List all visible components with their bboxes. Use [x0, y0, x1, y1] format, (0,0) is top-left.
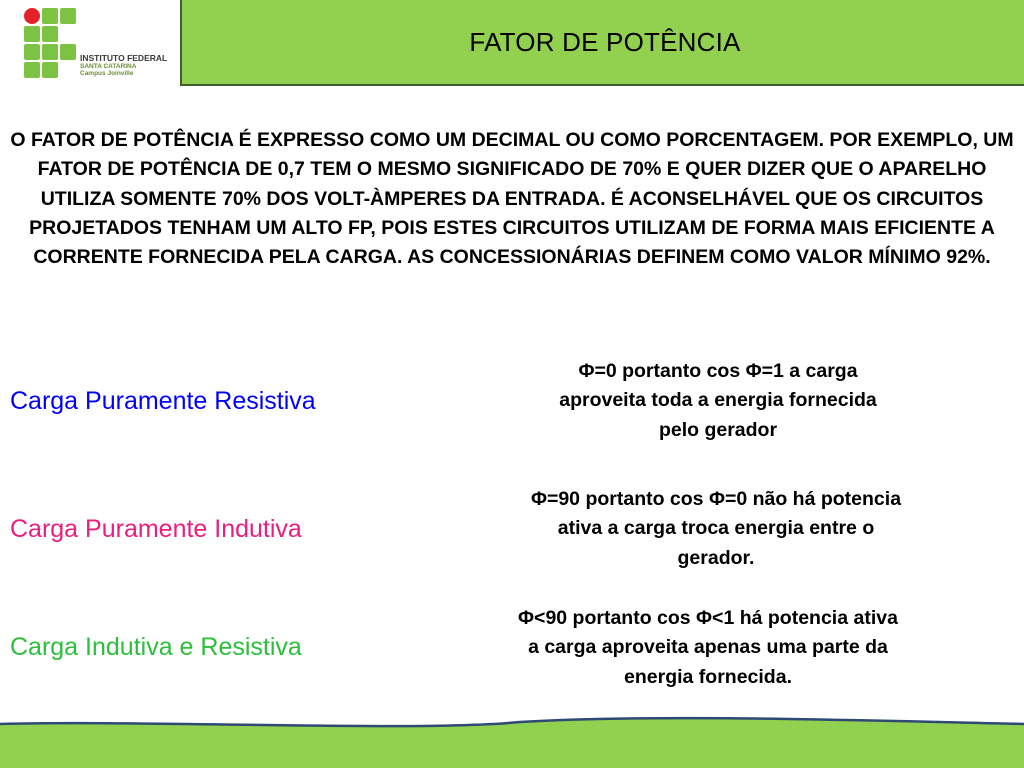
- logo-line-1: INSTITUTO FEDERAL: [80, 53, 168, 63]
- description-line: a carga aproveita apenas uma parte da: [528, 636, 888, 659]
- logo-mark-icon: [22, 6, 80, 86]
- intro-paragraph: O FATOR DE POTÊNCIA É EXPRESSO COMO UM DECIMAL OU COMO PORCENTAGEM. POR EXEMPLO, UM FATOR DE POTÊNCIA DE 0,7 TEM O MESMO SIGNIFICADO DE 70% E QUER DIZER QUE O APARELHO UTILIZA SOMENTE 70% DOS VOLT-ÀMPERES DA ENTRADA. É ACONSELHÁVEL QUE OS CIRCUITOS PROJETADOS TENHAM UM ALTO FP, POIS ESTES CIRCUITOS UTILIZAM DE FORMA MAIS EFICIENTE A CORRENTE FORNECIDA PELA CARGA. AS CONCESSIONÁRIAS DEFINEM COMO VALOR MÍNIMO 92%.: [10, 129, 1014, 269]
- page-title: FATOR DE POTÊNCIA: [469, 26, 741, 57]
- description-line: pelo gerador: [658, 418, 778, 441]
- description-line: gerador.: [677, 546, 755, 569]
- logo-text: [80, 54, 167, 78]
- description-line: aproveita toda a energia fornecida: [559, 389, 877, 412]
- load-label-resistive: Carga Puramente Resistiva: [10, 387, 316, 415]
- description-line: Φ=0 portanto cos Φ=1 a carga: [578, 360, 858, 382]
- logo-line-2: SANTA CATARINA: [80, 62, 137, 70]
- title-banner: [180, 0, 1024, 86]
- description-line: energia fornecida.: [624, 665, 792, 688]
- logo-line-3: Campus Joinville: [80, 70, 134, 77]
- load-label-inductive: Carga Puramente Indutiva: [10, 515, 302, 543]
- footer-band: [0, 716, 1024, 768]
- description-line: Φ<90 portanto cos Φ<1 há potencia ativa: [518, 607, 898, 629]
- load-label-inductive-resistive: Carga Indutiva e Resistiva: [10, 633, 302, 661]
- institute-logo: [22, 6, 182, 86]
- load-description-inductive-resistive: [438, 604, 978, 692]
- description-line: Φ=90 portanto cos Φ=0 não há potencia: [530, 488, 902, 510]
- load-description-inductive: [456, 485, 976, 573]
- load-description-resistive: [498, 357, 938, 445]
- description-line: ativa a carga troca energia entre o: [557, 517, 875, 540]
